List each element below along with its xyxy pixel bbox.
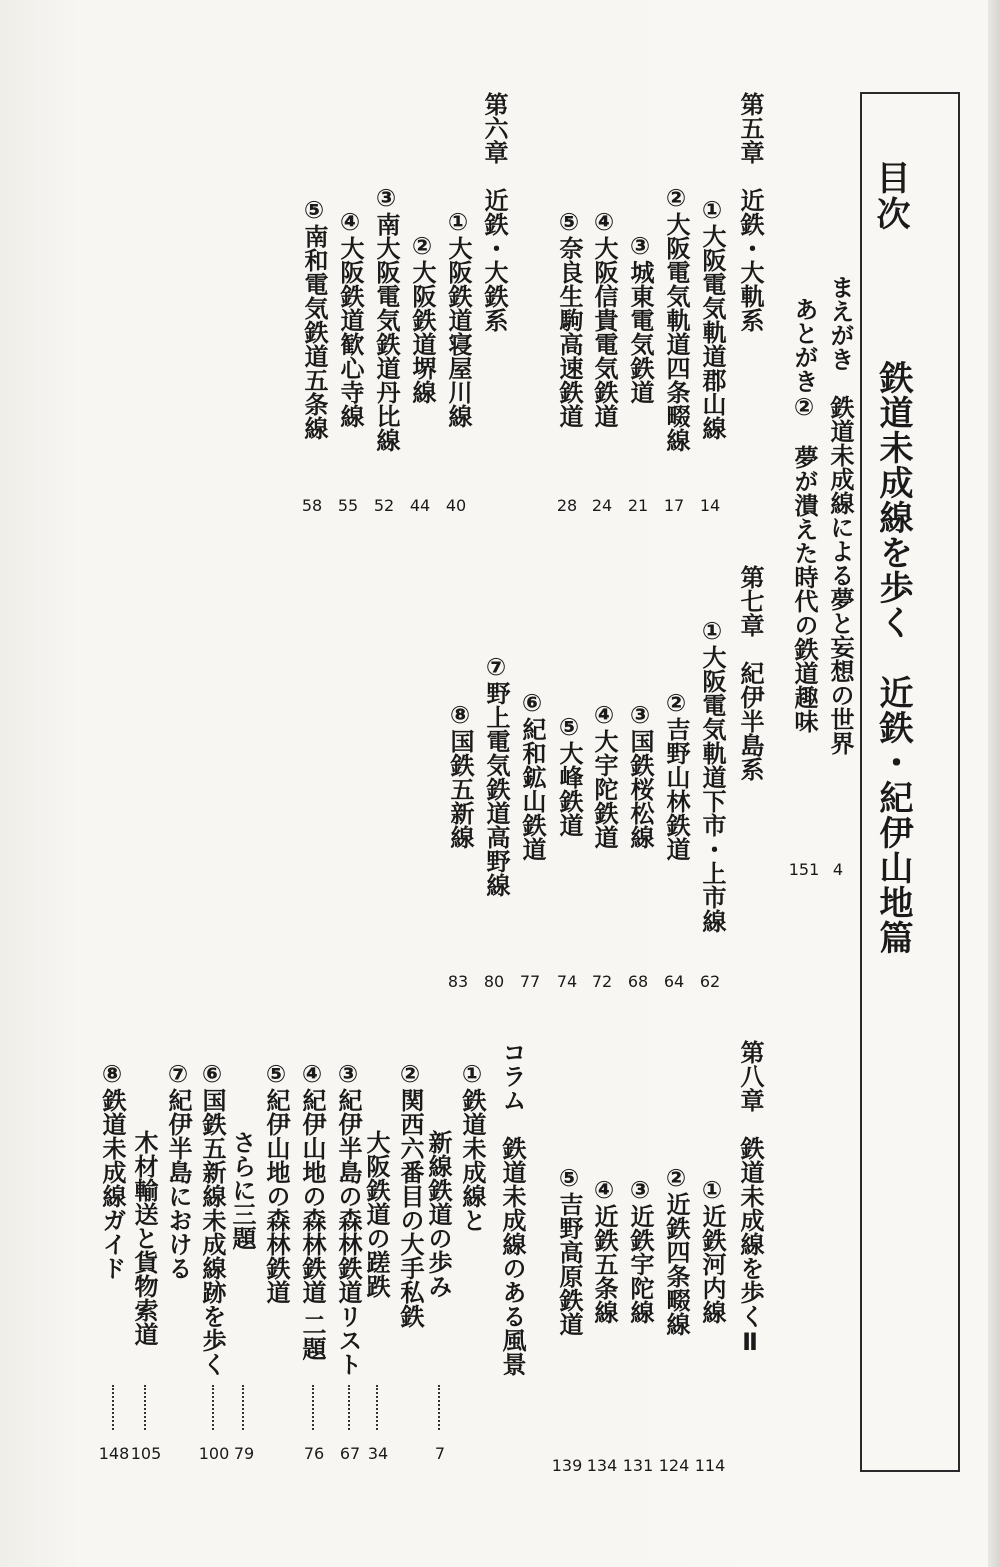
entry-label: ⑤吉野高原鉄道	[555, 1164, 583, 1336]
chapter6-title: 第六章 近鉄・大鉄系	[480, 92, 508, 332]
page-number: 28	[556, 496, 578, 515]
leader-dots	[212, 1385, 214, 1430]
page-number: 134	[586, 1456, 618, 1475]
leader-dots	[376, 1385, 378, 1430]
page-number: 68	[627, 972, 649, 991]
page-number: 44	[409, 496, 431, 515]
column-item-line1: ⑧鉄道未成線ガイド	[98, 1060, 126, 1280]
column-item-line1: ①鉄道未成線と	[458, 1060, 486, 1232]
entry-label: ⑧国鉄五新線	[446, 701, 474, 849]
column-item-line1: ②関西六番目の大手私鉄	[396, 1060, 424, 1328]
entry-label: ③近鉄宇陀線	[626, 1176, 654, 1324]
page-number: 58	[301, 496, 323, 515]
book-title: 鉄道未成線を歩く 近鉄・紀伊山地篇	[873, 360, 913, 955]
entry-label: あとがき② 夢が潰えた時代の鉄道趣味	[790, 297, 818, 733]
page-number: 83	[447, 972, 469, 991]
page-number: 139	[551, 1456, 583, 1475]
page-number: 148	[98, 1444, 130, 1463]
column-item-line2: 木材輸送と貨物索道	[130, 1130, 158, 1346]
column-item-line1: ③紀伊半島の森林鉄道リスト	[334, 1060, 362, 1376]
chapter5-item	[555, 148, 581, 488]
chapter8-item	[555, 1060, 581, 1440]
chapter8-item	[662, 1060, 688, 1440]
chapter6-item	[336, 148, 362, 488]
page-number: 72	[591, 972, 613, 991]
page-number: 62	[699, 972, 721, 991]
chapter7-title: 第七章 紀伊半島系	[736, 565, 764, 781]
chapter7-item	[626, 585, 652, 965]
chapter7-item	[698, 585, 724, 965]
chapter8-item	[698, 1060, 724, 1440]
leader-dots	[112, 1385, 114, 1430]
page-number: 131	[622, 1456, 654, 1475]
chapter8-title: 第八章 鉄道未成線を歩くⅡ	[736, 1040, 764, 1356]
page-number: 4	[832, 860, 844, 879]
entry-label: ①大阪電気軌道下市・上市線	[698, 617, 726, 933]
page-number: 80	[483, 972, 505, 991]
entry-label: ③城東電気鉄道	[626, 232, 654, 404]
entry-label: ④大宇陀鉄道	[590, 701, 618, 849]
page-number: 52	[373, 496, 395, 515]
page-number: 151	[788, 860, 820, 879]
chapter5-item	[662, 148, 688, 488]
column-item-line2: さらに三題	[228, 1130, 256, 1250]
page-number: 67	[339, 1444, 361, 1463]
entry-label: ①大阪電気軌道郡山線	[698, 196, 726, 440]
page-number: 21	[627, 496, 649, 515]
chapter6-item	[408, 148, 434, 488]
entry-label: ①近鉄河内線	[698, 1176, 726, 1324]
page-number: 79	[233, 1444, 255, 1463]
entry-label: ④大阪鉄道歓心寺線	[336, 208, 364, 428]
column-item-line1: ⑦紀伊半島における	[164, 1060, 192, 1280]
page-number: 77	[519, 972, 541, 991]
leader-dots	[312, 1385, 314, 1430]
page-number: 7	[434, 1444, 446, 1463]
leader-dots	[438, 1385, 440, 1430]
chapter5-title: 第五章 近鉄・大軌系	[736, 92, 764, 332]
page-number: 40	[445, 496, 467, 515]
column-item-line1: ⑤紀伊山地の森林鉄道	[262, 1060, 290, 1304]
chapter8-item	[626, 1060, 652, 1440]
leader-dots	[348, 1385, 350, 1430]
chapter7-item	[555, 585, 581, 965]
chapter7-item	[662, 585, 688, 965]
leader-dots	[242, 1385, 244, 1430]
chapter5-item	[590, 148, 616, 488]
column-item-line1: ④紀伊山地の森林鉄道 二題	[298, 1060, 326, 1361]
page-edge	[988, 0, 1000, 1567]
chapter7-item	[446, 585, 472, 965]
intro-atogaki	[790, 180, 816, 850]
column-item-line2: 新線鉄道の歩み	[424, 1130, 452, 1298]
entry-label: ③国鉄桜松線	[626, 701, 654, 849]
column-item-line1: ⑥国鉄五新線未成線跡を歩く	[198, 1060, 226, 1376]
entry-label: ④大阪信貴電気鉄道	[590, 208, 618, 428]
page-number: 24	[591, 496, 613, 515]
entry-label: ②吉野山林鉄道	[662, 689, 690, 861]
chapter5-item	[626, 148, 652, 488]
chapter5-item	[698, 148, 724, 488]
column-item-line2: 大阪鉄道の蹉跌	[362, 1130, 390, 1298]
entry-label: ②近鉄四条畷線	[662, 1164, 690, 1336]
page-number: 17	[663, 496, 685, 515]
entry-label: ②大阪電気軌道四条畷線	[662, 184, 690, 452]
page-number: 124	[658, 1456, 690, 1475]
page-number: 114	[694, 1456, 726, 1475]
entry-label: ④近鉄五条線	[590, 1176, 618, 1324]
page-number: 74	[556, 972, 578, 991]
chapter6-item	[300, 148, 326, 488]
chapter7-item	[482, 585, 508, 965]
column-title: コラム 鉄道未成線のある風景	[498, 1040, 526, 1376]
leader-dots	[144, 1385, 146, 1430]
chapter8-item	[590, 1060, 616, 1440]
page-number: 55	[337, 496, 359, 515]
chapter6-item	[372, 148, 398, 488]
page-number: 76	[303, 1444, 325, 1463]
page-number: 64	[663, 972, 685, 991]
chapter6-item	[444, 148, 470, 488]
entry-label: ⑤奈良生駒高速鉄道	[555, 208, 583, 428]
chapter7-item	[590, 585, 616, 965]
entry-label: ⑤南和電気鉄道五条線	[300, 196, 328, 440]
entry-label: ②大阪鉄道堺線	[408, 232, 436, 404]
entry-label: ③南大阪電気鉄道丹比線	[372, 184, 400, 452]
entry-label: まえがき 鉄道未成線による夢と妄想の世界	[826, 275, 854, 755]
page-number: 105	[130, 1444, 162, 1463]
entry-label: ⑤大峰鉄道	[555, 713, 583, 837]
page-number: 14	[699, 496, 721, 515]
entry-label: ⑥紀和鉱山鉄道	[518, 689, 546, 861]
chapter7-item	[518, 585, 544, 965]
page-number: 100	[198, 1444, 230, 1463]
page-number: 34	[367, 1444, 389, 1463]
entry-label: ①大阪鉄道寝屋川線	[444, 208, 472, 428]
toc-heading: 目次	[870, 160, 910, 232]
intro-maegaki	[826, 180, 852, 850]
entry-label: ⑦野上電気鉄道高野線	[482, 653, 510, 897]
